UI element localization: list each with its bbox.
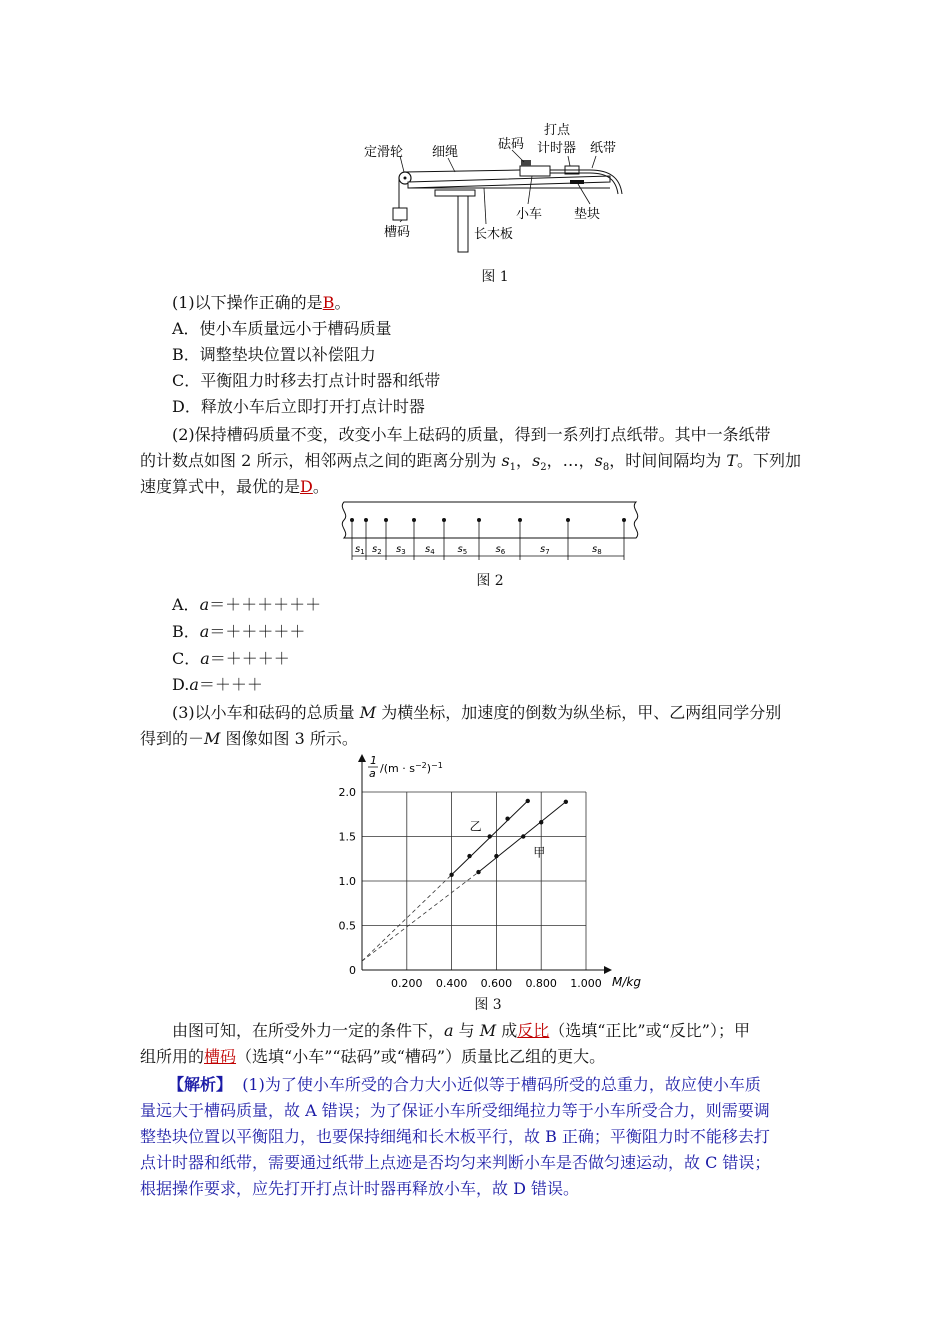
q2-line-1: (2)保持槽码质量不变，改变小车上砝码的质量，得到一系列打点纸带。其中一条纸带 [172, 425, 771, 444]
data-point [505, 817, 509, 821]
q2-line-3: 速度算式中，最优的是D。 [140, 477, 329, 496]
data-point [476, 870, 480, 874]
data-point [487, 834, 491, 838]
label-timer-2: 计时器 [537, 141, 577, 156]
series-label: 乙 [469, 819, 482, 834]
q1-answer: B [322, 293, 335, 312]
q2-option-c: C．a＝＋＋＋＋ [172, 649, 290, 668]
x-tick-label: 0.400 [435, 977, 468, 990]
label-string: 细绳 [432, 145, 459, 160]
hook-mass-shape [393, 208, 407, 220]
data-point [526, 799, 530, 803]
x-tick-label: 0.200 [391, 977, 423, 990]
x-tick-label: 0.600 [480, 977, 513, 990]
y-tick-label: 1.0 [338, 875, 356, 888]
q1-option-c: C．平衡阻力时移去打点计时器和纸带 [172, 371, 441, 390]
tape-segment-label: $s_8$ [592, 544, 602, 556]
y-axis-unit-close: ) [426, 762, 432, 775]
block-shape [570, 180, 584, 184]
label-pulley: 定滑轮 [364, 145, 404, 160]
data-point [521, 834, 525, 838]
q3-line-2: 得到的－M 图像如图 3 所示。 [140, 729, 358, 748]
y-tick-label: 0.5 [338, 919, 356, 933]
tape-segment-label: $s_4$ [425, 544, 435, 556]
q2-answer: D [300, 477, 313, 496]
analysis-line-2: 量远大于槽码质量，故 A 错误；为了保证小车所受细绳拉力等于小车所受合力，则需要调 [140, 1101, 770, 1120]
q1-option-d: D．释放小车后立即打开打点计时器 [172, 397, 425, 416]
q1-option-a: A．使小车质量远小于槽码质量 [172, 319, 392, 338]
cart-shape [520, 166, 550, 176]
q1-stem: (1)以下操作正确的是B。 [172, 293, 351, 312]
data-point [467, 854, 471, 858]
y-axis-unit-exp: −2 [414, 761, 427, 770]
y-axis-unit: /(m · s [380, 762, 415, 775]
label-cart: 小车 [516, 207, 543, 222]
svg-text:/(m · s−2)−1 [380, 761, 443, 775]
x-tick-label: 1.000 [570, 977, 602, 990]
analysis-label: 【解析】 [168, 1075, 233, 1094]
figure-2-caption: 图 2 [476, 573, 504, 589]
analysis-line-5: 根据操作要求，应先打开打点计时器再释放小车，故 D 错误。 [140, 1179, 580, 1198]
y-tick-label: 1.5 [338, 830, 356, 844]
label-timer-1: 打点 [544, 123, 571, 138]
x-axis-label: M/kg [612, 975, 641, 989]
label-weight: 砝码 [498, 137, 525, 152]
q2-option-b: B．a＝＋＋＋＋＋ [172, 622, 306, 641]
tape-segment-label: $s_6$ [495, 544, 506, 556]
analysis-line-3: 整垫块位置以平衡阻力，也要保持细绳和长木板平行，故 B 正确；平衡阻力时不能移去打 [140, 1127, 770, 1146]
q3-answer-2: 槽码 [204, 1047, 237, 1066]
tape-segment-label: $s_7$ [540, 544, 550, 556]
apparatus-diagram [360, 118, 630, 258]
data-point [564, 800, 568, 804]
y-axis-label-den: a [369, 767, 376, 780]
tape-segment-label: $s_1$ [355, 544, 365, 556]
y-axis-label-num: 1 [370, 754, 377, 767]
q2-option-a: A．a＝＋＋＋＋＋＋ [172, 595, 322, 614]
x-tick-label: 0.800 [525, 977, 557, 990]
analysis-line-4: 点计时器和纸带，需要通过纸带上点迹是否均匀来判断小车是否做匀速运动，故 C 错误； [140, 1153, 771, 1172]
tape-segment-label: $s_5$ [457, 544, 468, 556]
series-label: 甲 [533, 845, 546, 860]
q3-line-1: (3)以小车和砝码的总质量 M 为横坐标，加速度的倒数为纵坐标，甲、乙两组同学分别 [172, 703, 782, 722]
tape-diagram [336, 500, 646, 564]
inverse-acceleration-chart [320, 748, 660, 998]
q3-conclusion-2: 组所用的槽码（选填“小车”“砝码”或“槽码”）质量比乙组的更大。 [140, 1047, 606, 1066]
label-tape: 纸带 [590, 141, 617, 156]
q1-option-b: B．调整垫块位置以补偿阻力 [172, 345, 376, 364]
analysis-line-1: 【解析】 (1)为了使小车所受的合力大小近似等于槽码所受的总重力，故应使小车质 [168, 1075, 761, 1094]
label-board: 长木板 [474, 227, 514, 242]
label-hook-mass: 槽码 [384, 225, 411, 240]
figure-1-caption: 图 1 [481, 269, 509, 285]
tape-segment-label: $s_2$ [372, 544, 382, 556]
q2-line-2: 的计数点如图 2 所示，相邻两点之间的距离分别为 $s_1$，$s_2$，…，$s_8$，时间间隔均为 T。下列加 [140, 451, 802, 474]
q3-conclusion-1: 由图可知，在所受外力一定的条件下，a 与 M 成反比（选填“正比”或“反比”）；甲 [172, 1021, 750, 1040]
data-point [449, 873, 453, 877]
y-axis-unit-exp2: −1 [431, 761, 443, 770]
q3-answer-1: 反比 [517, 1021, 550, 1040]
q2-option-d: D.a＝＋＋＋ [172, 675, 263, 694]
figure-3-caption: 图 3 [474, 997, 502, 1013]
data-point [494, 854, 498, 858]
data-point [539, 820, 543, 824]
tape-segment-label: $s_3$ [396, 544, 406, 556]
label-block: 垫块 [574, 207, 601, 222]
y-tick-label: 2.0 [338, 786, 356, 799]
series-extrapolation [362, 872, 478, 961]
y-tick-label: 0 [349, 964, 356, 977]
